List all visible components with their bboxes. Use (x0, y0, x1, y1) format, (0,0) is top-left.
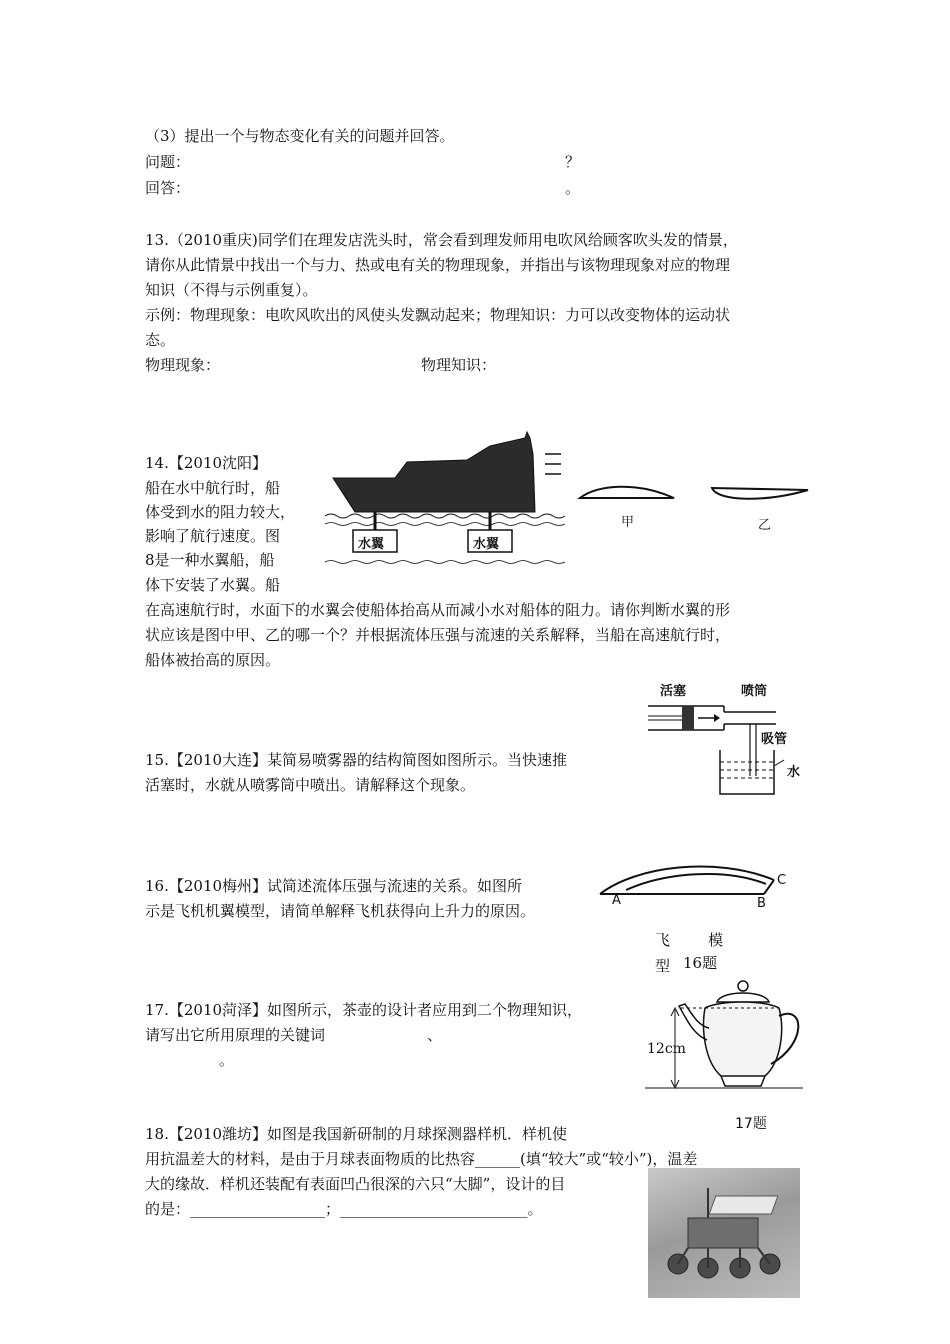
sprayer-straw-label: 吸管 (761, 732, 788, 747)
rover-body (688, 1218, 758, 1248)
q14-line1: 14.【2010沈阳】 (145, 454, 268, 472)
wing-b-label: B (757, 896, 766, 911)
lunar-rover-photo (648, 1168, 800, 1298)
q12-answer-label: 回答： (145, 179, 191, 197)
wing-tail (764, 880, 774, 894)
sprayer-piston-label: 活塞 (660, 684, 687, 699)
q14-line8: 状应该是图中甲、乙的哪一个？并根据流体压强与流速的关系解释，当船在高速航行时， (145, 626, 731, 644)
teapot-lid (717, 993, 769, 1002)
piston (682, 706, 694, 730)
q14-line6: 体下安装了水翼。船 (145, 576, 281, 594)
wing-caption-2: 型 (655, 957, 671, 975)
q18-line1: 18.【2010潍坊】如图是我国新研制的月球探测器样机．样机使 (145, 1125, 568, 1143)
hydrofoil-label-1: 水翼 (358, 537, 385, 552)
q17-line2: 请写出它所用原理的关键词 (145, 1026, 326, 1044)
teapot-body (704, 1002, 782, 1076)
wing-inner (626, 874, 766, 890)
q13-knowledge-label: 物理知识： (421, 356, 497, 374)
q16-line2: 示是飞机机翼模型，请简单解释飞机获得向上升力的原因。 (145, 902, 536, 920)
water-pointer (774, 760, 784, 766)
q12-answer-end: 。 (565, 179, 581, 197)
q17-separator: 、 (427, 1026, 443, 1044)
q13-phenomenon-label: 物理现象： (145, 356, 221, 374)
q16-line1: 16.【2010梅州】试简述流体压强与流速的关系。如图所 (145, 877, 523, 895)
wing-caption-3: 16题 (683, 954, 718, 972)
water-surface (325, 523, 565, 526)
foil-jia (580, 487, 674, 498)
wing-a-label: A (612, 893, 621, 908)
q12-part3: （3）提出一个与物态变化有关的问题并回答。 (145, 127, 455, 145)
sprayer-nozzle-label: 喷筒 (741, 684, 768, 699)
q18-line4: 的是：__________________；_________________________。 (145, 1200, 543, 1218)
q15-line1: 15.【2010大连】某简易喷雾器的结构简图如图所示。当快速推 (145, 751, 568, 769)
sprayer-water-label: 水 (787, 765, 801, 780)
q15-line2: 活塞时，水就从喷雾筒中喷出。请解释这个现象。 (145, 776, 476, 794)
push-arrow-head (714, 714, 720, 722)
teapot-knob (738, 981, 748, 991)
solar-panel (709, 1196, 778, 1214)
q12-question-label: 问题： (145, 153, 191, 171)
teapot-caption: 17题 (735, 1116, 767, 1132)
beaker (720, 750, 774, 794)
q14-line7: 在高速航行时，水面下的水翼会使船体抬高从而减小水对船体的阻力。请你判断水翼的形 (145, 601, 731, 619)
foil-shapes-figure (578, 480, 818, 510)
q13-line5: 态。 (145, 331, 176, 349)
teapot-height-label: 12cm (647, 1041, 686, 1057)
foil-yi (712, 488, 808, 499)
q14-line3: 体受到水的阻力较大， (145, 503, 296, 521)
q17-end: 。 (219, 1051, 235, 1069)
lunar-rover-sketch (648, 1168, 800, 1298)
water-surface (325, 561, 565, 564)
foil-yi-label: 乙 (758, 518, 772, 533)
q13-line4: 示例：物理现象：电吹风吹出的风使头发飘动起来；物理知识：力可以改变物体的运动状 (145, 306, 731, 324)
teapot-figure (645, 980, 805, 1090)
wing-c-label: C (777, 873, 787, 888)
wing-caption-1: 飞 模 (655, 931, 724, 949)
teapot-base (721, 1076, 765, 1086)
boat-hull (333, 432, 535, 512)
q12-question-end: ？ (565, 153, 581, 171)
q17-line1: 17.【2010菏泽】如图所示，茶壶的设计者应用到二个物理知识， (145, 1001, 583, 1019)
q14-line9: 船体被抬高的原因。 (145, 651, 281, 669)
q14-line2: 船在水中航行时，船 (145, 479, 281, 497)
q13-line2: 请你从此情景中找出一个与力、热或电有关的物理现象，并指出与该物理现象对应的物理 (145, 256, 731, 274)
water-surface (325, 514, 565, 518)
hydrofoil-label-2: 水翼 (473, 537, 500, 552)
foil-jia-label: 甲 (621, 515, 635, 530)
q18-line2: 用抗温差大的材料，是由于月球表面物质的比热容______(填“较大”或“较小”)，温差 (145, 1150, 698, 1168)
q14-line5: 8是一种水翼船，船 (145, 551, 275, 569)
q13-line1: 13.（2010重庆)同学们在理发店洗头时，常会看到理发师用电吹风给顾客吹头发的情景， (145, 231, 738, 249)
q14-line4: 影响了航行速度。图 (145, 527, 281, 545)
q18-line3: 大的缘故．样机还装配有表面凹凸很深的六只“大脚”，设计的目 (145, 1175, 566, 1193)
q13-line3: 知识（不得与示例重复）。 (145, 281, 318, 299)
